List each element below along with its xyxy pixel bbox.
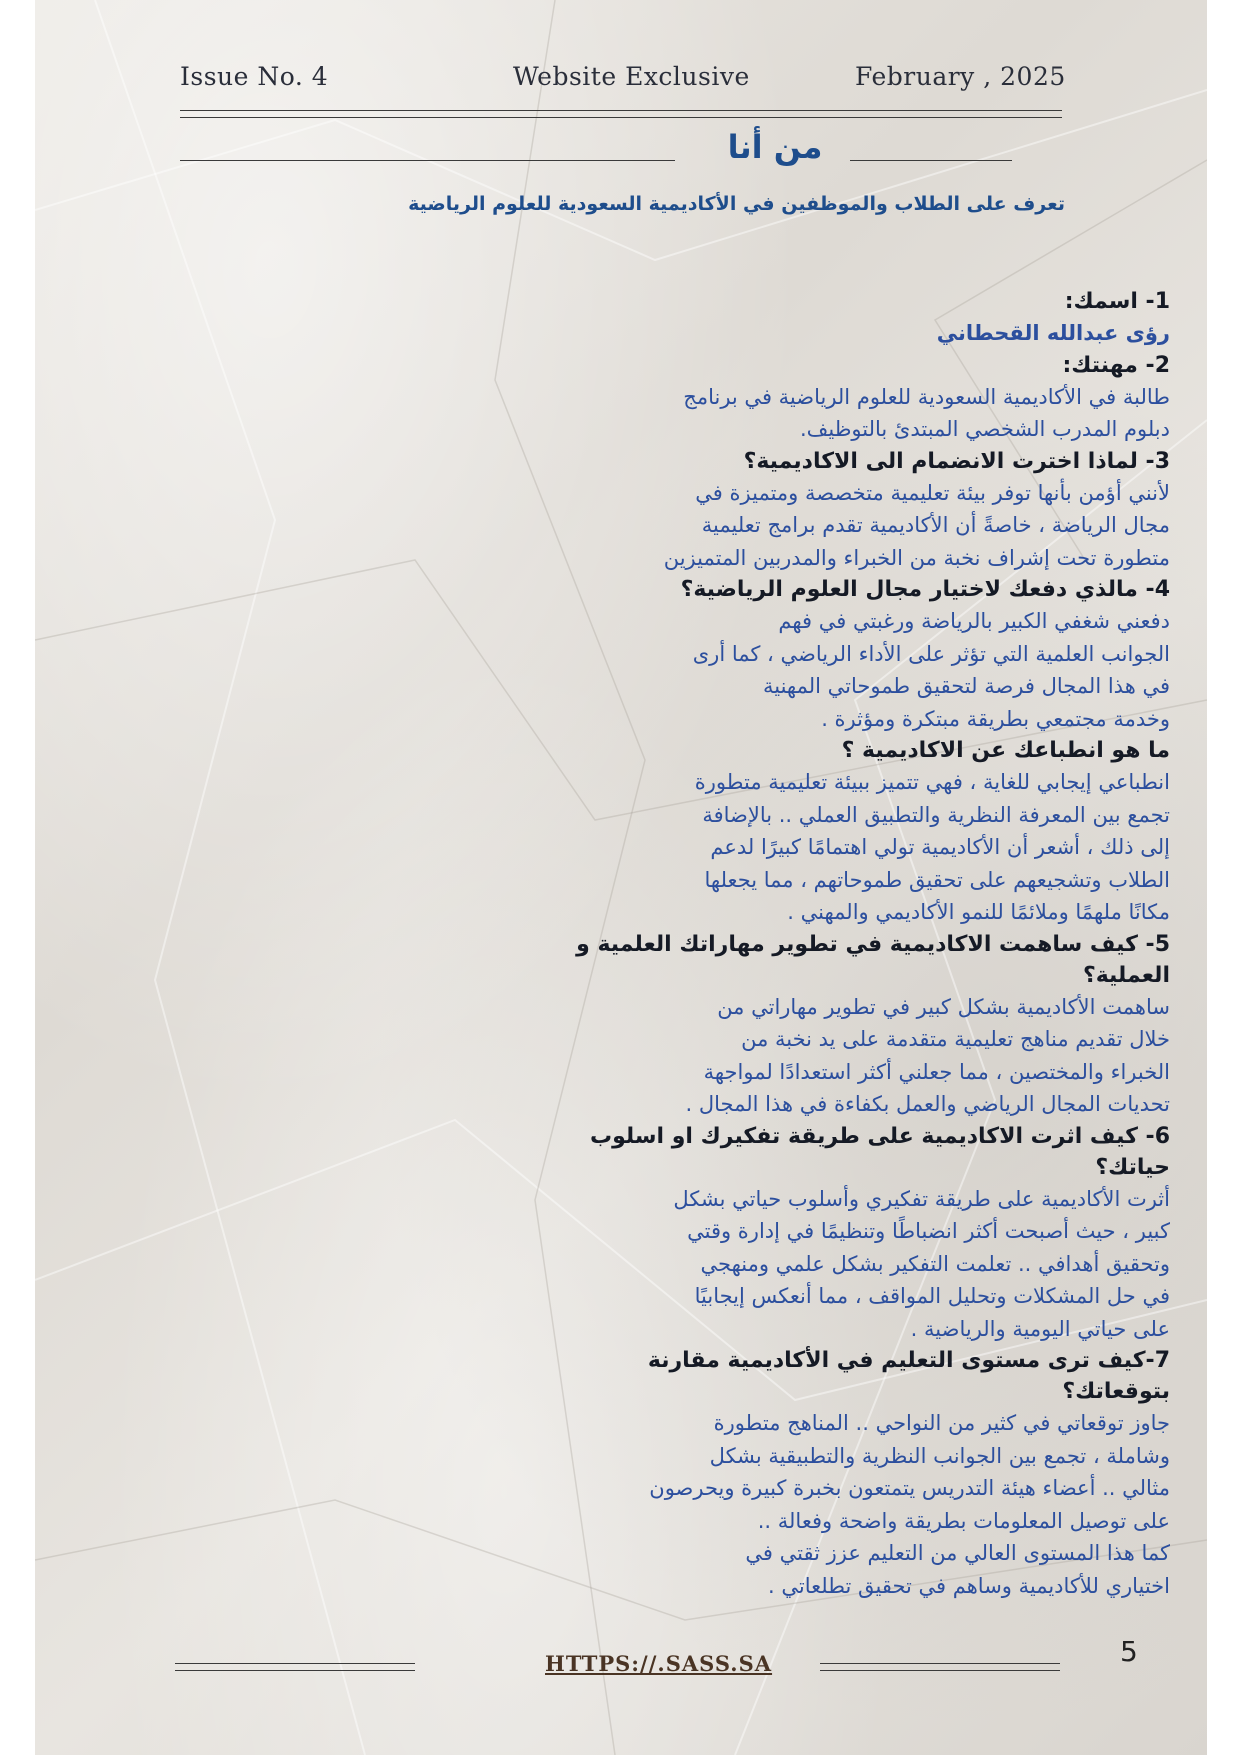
footer-rule-left-b: [175, 1670, 415, 1671]
answer-5-line-2: خلال تقديم مناهج تعليمية متقدمة على يد نخبة من: [741, 1027, 1170, 1051]
answer-6-line-3: وتحقيق أهدافي .. تعلمت التفكير بشكل علمي ومنهجي: [700, 1251, 1170, 1276]
answer-2-line-2: دبلوم المدرب الشخصي المبتدئ بالتوظيف.: [799, 417, 1170, 441]
answer-3-line-2: مجال الرياضة ، خاصةً أن الأكاديمية تقدم برامج تعليمية: [701, 513, 1170, 537]
question-5: 5- كيف ساهمت الاكاديمية في تطوير مهاراتك العلمية و العملية؟: [576, 931, 1170, 988]
question-7: 7-كيف ترى مستوى التعليم في الأكاديمية مقارنة بتوقعاتك؟: [647, 1348, 1170, 1404]
answer-3-line-1: لأنني أؤمن بأنها توفر بيئة تعليمية متخصصة ومتميزة في: [695, 480, 1170, 505]
answer-7-line-1: جاوز توقعاتي في كثير من النواحي .. المناهج متطورة: [713, 1411, 1170, 1435]
answer-impression-line-4: الطلاب وتشجيعهم على تحقيق طموحاتهم ، مما يجعلها: [704, 867, 1170, 892]
edition-label: Website Exclusive: [513, 62, 750, 91]
answer-7-line-4: على توصيل المعلومات بطريقة واضحة وفعالة ..: [757, 1508, 1170, 1533]
answer-6-line-4: في حل المشكلات وتحليل المواقف ، مما أنعكس إيجابيًا: [694, 1284, 1170, 1308]
page-subtitle: تعرف على الطلاب والموظفين في الأكاديمية السعودية للعلوم الرياضية: [408, 193, 1065, 215]
issue-number: Issue No. 4: [180, 62, 329, 91]
answer-4-line-2: الجوانب العلمية التي تؤثر على الأداء الرياضي ، كما أرى: [692, 641, 1170, 666]
answer-impression-line-1: انطباعي إيجابي للغاية ، فهي تتميز ببيئة تعليمية متطورة: [694, 770, 1170, 794]
footer-rule-right-b: [820, 1670, 1060, 1671]
answer-5-line-1: ساهمت الأكاديمية بشكل كبير في تطوير مهاراتي من: [717, 994, 1170, 1019]
answer-impression-line-3: إلى ذلك ، أشعر أن الأكاديمية تولي اهتمامًا كبيرًا لدعم: [710, 835, 1170, 859]
answer-5-line-4: تحديات المجال الرياضي والعمل بكفاءة في هذا المجال .: [685, 1092, 1170, 1116]
answer-4-line-4: وخدمة مجتمعي بطريقة مبتكرة ومؤثرة .: [821, 706, 1170, 731]
question-4: 4- مالذي دفعك لاختيار مجال العلوم الرياضية؟: [680, 577, 1170, 602]
header-rule-top: [180, 110, 1062, 111]
magazine-page: [35, 0, 1207, 1755]
answer-4-line-1: دفعني شغفي الكبير بالرياضة ورغبتي في فهم: [778, 609, 1170, 633]
header-rule-bottom: [180, 117, 1062, 118]
question-impression: ما هو انطباعك عن الاكاديمية ؟: [841, 738, 1170, 763]
answer-7-line-3: مثالي .. أعضاء هيئة التدريس يتمتعون بخبرة كبيرة ويحرصون: [649, 1476, 1170, 1500]
title-rule-left: [180, 160, 675, 161]
issue-date: February , 2025: [855, 62, 1066, 91]
page-title: من أنا: [727, 128, 823, 166]
footer-rule-right-a: [820, 1663, 1060, 1664]
answer-6-line-2: كبير ، حيث أصبحت أكثر انضباطًا وتنظيمًا في إدارة وقتي: [687, 1219, 1170, 1243]
answer-impression-line-2: تجمع بين المعرفة النظرية والتطبيق العملي .. بالإضافة: [702, 802, 1170, 827]
answer-3-line-3: متطورة تحت إشراف نخبة من الخبراء والمدربين المتميزين: [663, 545, 1170, 570]
website-link[interactable]: HTTPS://.SASS.SA: [545, 1651, 773, 1676]
answer-6-line-1: أثرت الأكاديمية على طريقة تفكيري وأسلوب حياتي بشكل: [673, 1186, 1170, 1211]
question-1: 1- اسمك:: [1064, 289, 1170, 314]
answer-5-line-3: الخبراء والمختصين ، مما جعلني أكثر استعدادًا لمواجهة: [703, 1059, 1170, 1084]
title-rule-right: [850, 160, 1012, 161]
page-number: 5: [1120, 1635, 1138, 1668]
interview-body: [555, 286, 1170, 1602]
answer-7-line-6: اختياري للأكاديمية وساهم في تحقيق تطلعاتي .: [768, 1573, 1170, 1598]
footer-rule-left-a: [175, 1663, 415, 1664]
answer-impression-line-5: مكانًا ملهمًا وملائمًا للنمو الأكاديمي والمهني .: [787, 900, 1170, 924]
answer-4-line-3: في هذا المجال فرصة لتحقيق طموحاتي المهنية: [762, 674, 1170, 698]
answer-6-line-5: على حياتي اليومية والرياضية .: [910, 1316, 1170, 1341]
question-2: 2- مهنتك:: [1062, 352, 1170, 378]
answer-2-line-1: طالبة في الأكاديمية السعودية للعلوم الرياضية في برنامج: [683, 384, 1170, 409]
answer-7-line-2: وشاملة ، تجمع بين الجوانب النظرية والتطبيقية بشكل: [709, 1443, 1170, 1468]
question-6: 6- كيف اثرت الاكاديمية على طريقة تفكيرك او اسلوب حياتك؟: [590, 1123, 1170, 1180]
answer-1-line-1: رؤى عبدالله القحطاني: [936, 321, 1170, 345]
answer-7-line-5: كما هذا المستوى العالي من التعليم عزز ثقتي في: [745, 1541, 1170, 1565]
question-3: 3- لماذا اخترت الانضمام الى الاكاديمية؟: [743, 448, 1170, 474]
